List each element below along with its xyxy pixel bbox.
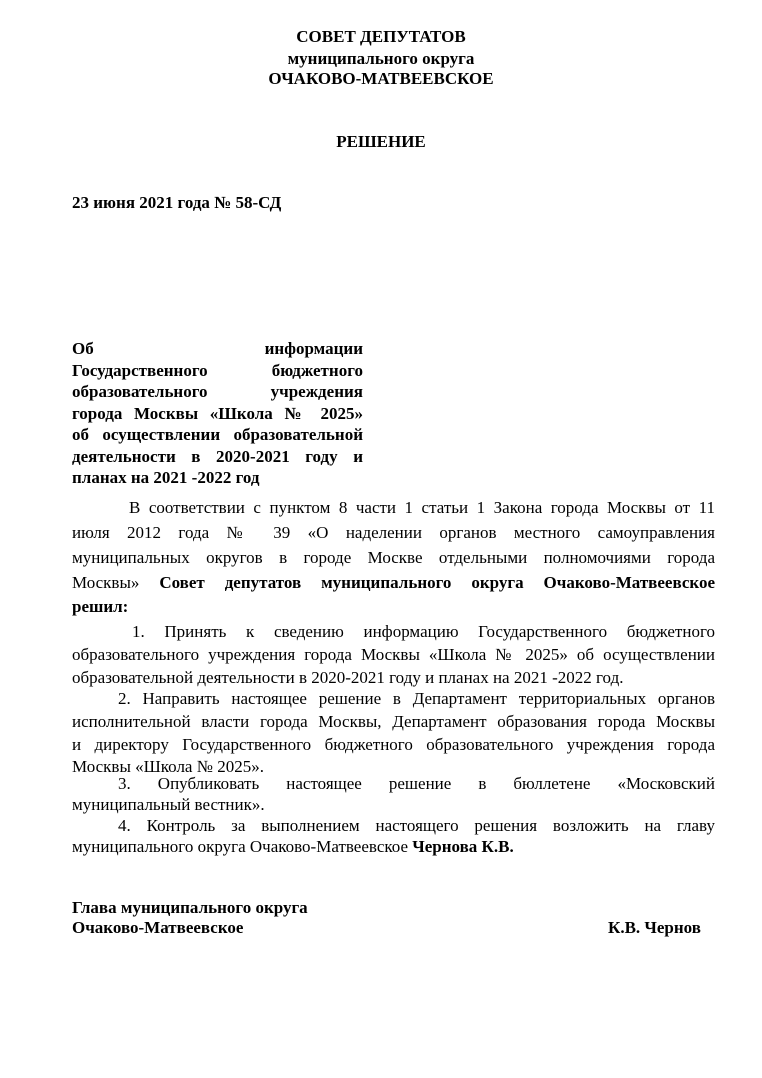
signature-district: Очаково-Матвеевское [72, 918, 244, 937]
subject-line: об осуществлении образовательной [72, 425, 363, 444]
subject-line: образовательного учреждения [72, 382, 363, 401]
preamble-line: В соответствии с пунктом 8 части 1 статьи 1 Закона города Москвы от 11 [129, 498, 715, 517]
council-name: Совет депутатов муниципального округа Очаково-Матвеевское [159, 573, 716, 592]
signature-position: Глава муниципального округа [72, 898, 308, 917]
signature-name: К.В. Чернов [608, 918, 701, 937]
subject-line: Об информации [72, 339, 363, 358]
preamble-line: июля 2012 года № 39 «О наделении органов местного самоуправления [72, 523, 715, 542]
item-2-line: 2. Направить настоящее решение в Департамент территориальных органов [118, 689, 715, 708]
org-subtitle: муниципального округа [287, 49, 475, 68]
item-1-line: образовательной деятельности в 2020-2021 году и планах на 2021 -2022 год. [72, 668, 624, 687]
item-1-line: 1. Принять к сведению информацию Государственного бюджетного [132, 622, 715, 641]
decided-label: решил: [72, 597, 129, 616]
preamble-city: Москвы» [72, 573, 140, 592]
subject-block [72, 338, 363, 489]
date-number: 23 июня 2021 года № 58-СД [72, 193, 282, 212]
item-1-line: образовательного учреждения города Москвы «Школа № 2025» об осуществлении [72, 645, 715, 664]
item-4-line: 4. Контроль за выполнением настоящего решения возложить на главу [118, 816, 715, 835]
subject-line: планах на 2021 -2022 год [72, 468, 260, 487]
subject-line: Государственного бюджетного [72, 360, 363, 380]
doc-type: РЕШЕНИЕ [336, 132, 426, 151]
item-2-line: Москвы «Школа № 2025». [72, 757, 264, 776]
subject-line: деятельности в 2020-2021 году и [72, 446, 363, 466]
item-3-line: 3. Опубликовать настоящее решение в бюллетене «Московский [118, 774, 715, 793]
preamble-line: муниципальных округов в городе Москве отдельными полномочиями города [72, 548, 715, 567]
item-3-line: муниципальный вестник». [72, 795, 265, 814]
responsible-person: Чернова К.В. [412, 837, 514, 856]
item-4-line [72, 836, 715, 858]
org-title: СОВЕТ ДЕПУТАТОВ [296, 27, 466, 46]
item-2-line: исполнительной власти города Москвы, Департамент образования города Москвы [72, 712, 715, 731]
subject-line: города Москвы «Школа № 2025» [72, 403, 363, 423]
item-4-text: муниципального округа Очаково-Матвеевское [72, 837, 409, 856]
org-name: ОЧАКОВО-МАТВЕЕВСКОЕ [268, 69, 494, 88]
preamble-line [72, 572, 715, 594]
item-2-line: и директору Государственного бюджетного образовательного учреждения города [72, 735, 715, 754]
